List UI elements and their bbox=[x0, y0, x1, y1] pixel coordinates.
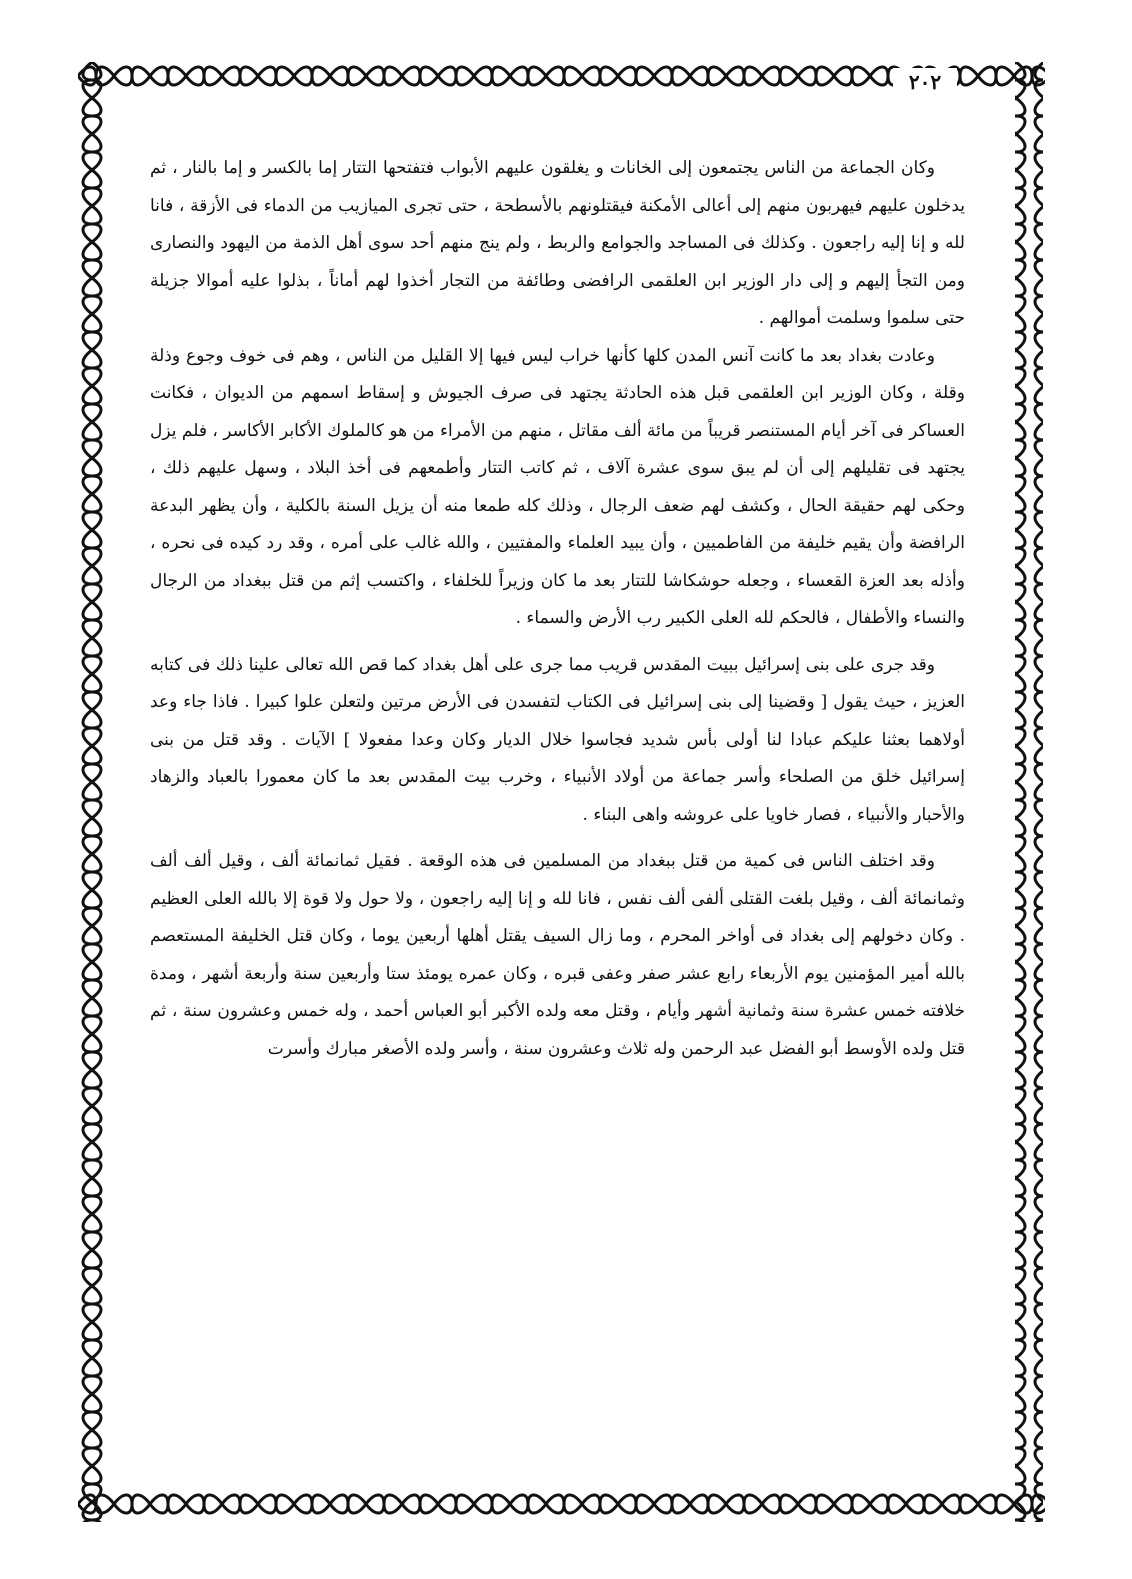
paragraph: وكان الجماعة من الناس يجتمعون إلى الخانات و يغلقون عليهم الأبواب فتفتحها التتار إما بالكسر و إما بالنار ، ثم يدخلون عليهم فيهربون منهم إلى أعالى الأمكنة فيقتلونهم بالأسطحة ، حتى تجرى الميازيب من الدماء فى الأزقة ، فانا لله و إنا إليه راجعون . وكذلك فى المساجد والجوامع والربط ، ولم ينج منهم أحد سوى أهل الذمة من اليهود والنصارى ومن التجأ إليهم و إلى دار الوزير ابن العلقمى الرافضى وطائفة من التجار أخذوا لهم أماناً ، بذلوا عليه أموالا جزيلة حتى سلموا وسلمت أموالهم . bbox=[150, 158, 965, 328]
paragraph: وعادت بغداد بعد ما كانت آنس المدن كلها كأنها خراب ليس فيها إلا القليل من الناس ، وهم فى خوف وجوع وذلة وقلة ، وكان الوزير ابن العلقمى قبل هذه الحادثة يجتهد فى صرف الجيوش و إسقاط اسمهم من الديوان ، فكانت العساكر فى آخر أيام المستنصر قريباً من مائة ألف مقاتل ، منهم من الأمراء من هو كالملوك الأكابر الأكاسر ، فلم يزل يجتهد فى تقليلهم إلى أن لم يبق سوى عشرة آلاف ، ثم كاتب التتار وأطمعهم فى أخذ البلاد ، وسهل عليهم ذلك ، وحكى لهم حقيقة الحال ، وكشف لهم ضعف الرجال ، وذلك كله طمعا منه أن يزيل السنة بالكلية ، وأن يظهر البدعة الرافضة وأن يقيم خليفة من الفاطميين ، وأن يبيد العلماء والمفتيين ، والله غالب على أمره ، وقد رد كيده فى نحره ، وأذله بعد العزة القعساء ، وجعله حوشكاشا للتتار بعد ما كان وزيراً للخلفاء ، واكتسب إثم من قتل ببغداد من الرجال والنساء والأطفال ، فالحكم لله العلى الكبير رب الأرض والسماء . bbox=[150, 345, 965, 628]
page-body bbox=[150, 150, 965, 1440]
paragraph: وقد اختلف الناس فى كمية من قتل ببغداد من المسلمين فى هذه الوقعة . فقيل ثمانمائة ألف ، وقيل ألف ألف وثمانمائة ألف ، وقيل بلغت القتلى ألفى ألف نفس ، فانا لله و إنا إليه راجعون ، ولا حول ولا قوة إلا بالله العلى العظيم . وكان دخولهم إلى بغداد فى أواخر المحرم ، وما زال السيف يقتل أهلها أربعين يوما ، وكان قتل الخليفة المستعصم بالله أمير المؤمنين يوم الأربعاء رابع عشر صفر وعفى قبره ، وكان عمره يومئذ ستا وأربعين سنة وأربعة أشهر ، ومدة خلافته خمس عشرة سنة وثمانية أشهر وأيام ، وقتل معه ولده الأكبر أبو العباس أحمد ، وله خمس وعشرون سنة ، ثم قتل ولده الأوسط أبو الفضل عبد الرحمن وله ثلاث وعشرون سنة ، وأسر ولده الأصغر مبارك وأسرت bbox=[150, 851, 965, 1059]
page-number: ٢٠٢ bbox=[893, 68, 957, 96]
paragraph: وقد جرى على بنى إسرائيل ببيت المقدس قريب مما جرى على أهل بغداد كما قص الله تعالى علينا ذلك فى كتابه العزيز ، حيث يقول [ وقضينا إلى بنى إسرائيل فى الكتاب لتفسدن فى الأرض مرتين ولتعلن علوا كبيرا . فاذا جاء وعد أولاهما بعثنا عليكم عبادا لنا أولى بأس شديد فجاسوا خلال الديار وكان وعدا مفعولا ] الآيات . وقد قتل من بنى إسرائيل خلق من الصلحاء وأسر جماعة من أولاد الأنبياء ، وخرب بيت المقدس بعد ما كان معمورا بالعباد والزهاد والأحبار والأنبياء ، فصار خاويا على عروشه واهى البناء . bbox=[150, 654, 965, 825]
